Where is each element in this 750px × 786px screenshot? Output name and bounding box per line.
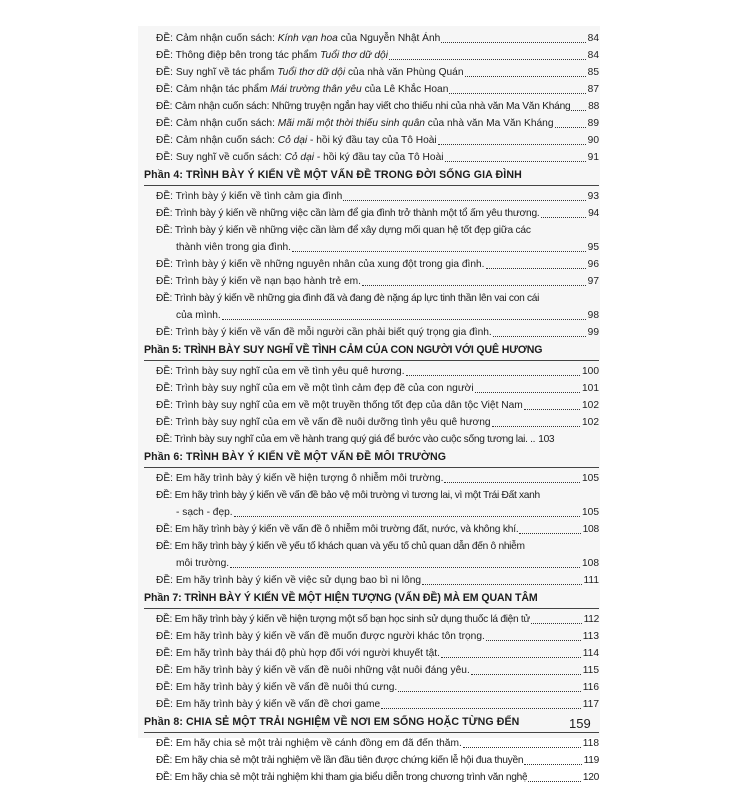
toc-page-number: 119 [583,755,599,766]
section-divider [144,360,599,361]
toc-page-number: 116 [582,682,599,693]
toc-entry-text: ĐỀ: Cảm nhận cuốn sách: [156,135,278,146]
toc-page-number: 120 [582,772,599,783]
section-title: TRÌNH BÀY Ý KIẾN VỀ MỘT VẤN ĐỀ TRONG ĐỜI SỐNG GIA ĐÌNH [186,169,522,181]
toc-entry-title: Tuổi thơ dữ dội [320,50,388,61]
toc-entry-text: - hồi ký đầu tay của Tô Hoài [307,135,437,146]
toc-entry [144,679,599,696]
toc-page-number: 101 [582,383,599,394]
toc-page-number: 117 [582,699,599,710]
section-divider [144,608,599,609]
toc-entry-text: ĐỀ: Em hãy trình bày ý kiến về vấn đề ô nhiễm môi trường đất, nước, và không khí. [156,524,519,535]
toc-entry-text: ĐỀ: Trình bày ý kiến về nạn bạo hành trẻ em. [156,276,361,287]
toc-entry [144,324,599,341]
toc-entry-text: ĐỀ: Cảm nhận cuốn sách: [156,33,278,44]
toc-page-number: 84 [587,50,599,61]
toc-entry-title: Mãi mãi một thời thiếu sinh quân [277,118,425,129]
toc-page-number: 105 [582,507,599,518]
toc-entry [144,30,599,47]
toc-entry-text: ĐỀ: Trình bày ý kiến về những việc cần làm để gia đình trở thành một tổ ấm yêu thương. [156,208,540,219]
toc-page-number: 111 [583,575,599,586]
toc-entry-text: ĐỀ: Em hãy trình bày thái độ phù hợp đối với người khuyết tật. [156,648,440,659]
toc-page-number: 114 [582,648,599,659]
toc-entry-text: - sạch - đẹp. [176,507,233,518]
section-divider [144,732,599,733]
toc-entry-text: ĐỀ: Em hãy trình bày ý kiến về hiện tượng ô nhiễm môi trường. [156,473,444,484]
toc-entry [144,256,599,273]
toc-entry-continued [144,555,599,572]
toc-entry-text: ĐỀ: Em hãy chia sẻ một trải nghiệm về lần đầu tiên được chứng kiến lễ hội đua thuyền [156,755,524,766]
toc-page-number: 87 [587,84,599,95]
toc-entry-text: ĐỀ: Cảm nhận cuốn sách: [156,118,278,129]
toc-entry-line: ĐỀ: Trình bày ý kiến về những việc cần làm để xây dựng mối quan hệ tốt đẹp giữa các [156,225,531,236]
toc-entry [144,645,599,662]
toc-entry-text: ĐỀ: Trình bày suy nghĩ của em về hành trang quý giá để bước vào cuộc sống tương lai. .. [156,434,536,445]
toc-entry-title: Tuổi thơ dữ dội [277,67,346,78]
toc-entry-title: Cỏ dại [284,152,315,163]
toc-entry-title: Mái trường thân yêu [270,84,362,95]
toc-entry-text: môi trường. [176,558,230,569]
table-of-contents [144,30,599,786]
toc-entry [144,470,599,487]
toc-entry-text: ĐỀ: Cảm nhận cuốn sách: Những truyện ngắn hay viết cho thiếu nhi của nhà văn Ma Văn Kháng [156,101,571,112]
toc-entry [144,47,599,64]
toc-entry [144,414,599,431]
toc-entry-line: ĐỀ: Trình bày ý kiến về những gia đình đã và đang đè nặng áp lực tinh thần lên vai con cái [156,293,540,304]
page-number: 159 [569,716,591,731]
toc-page-number: 89 [587,118,599,129]
section-divider [144,467,599,468]
toc-entry-continued [144,504,599,521]
toc-entry-text: - hồi ký đầu tay của Tô Hoài [314,152,444,163]
section-heading-part-7 [144,589,599,607]
toc-page-number: 84 [587,33,599,44]
toc-page-number: 102 [582,417,599,428]
toc-entry-text: của nhà văn Ma Văn Kháng [424,118,554,129]
toc-entry [144,397,599,414]
toc-page-number: 102 [582,400,599,411]
toc-entry-line: ĐỀ: Em hãy trình bày ý kiến về vấn đề bảo vệ môi trường vì tương lai, vì một Trái Đất xanh [156,490,540,501]
toc-entry [144,735,599,752]
toc-entry-text: thành viên trong gia đình. [176,242,291,253]
section-label: Phần 6: [144,451,187,463]
toc-entry [144,149,599,166]
toc-entry-text: ĐỀ: Em hãy trình bày ý kiến về vấn đề nuôi những vật nuôi đáng yêu. [156,665,470,676]
toc-entry-text: ĐỀ: Em hãy chia sẻ một trải nghiệm về cánh đồng em đã đến thăm. [156,738,462,749]
toc-entry-text: ĐỀ: Em hãy trình bày ý kiến về vấn đề chơi game [156,699,381,710]
toc-page-number: 108 [582,524,599,535]
toc-page-number: 96 [587,259,599,270]
toc-entry-text: ĐỀ: Trình bày suy nghĩ của em về tình yêu quê hương. [156,366,405,377]
toc-entry-text: ĐỀ: Trình bày ý kiến về vấn đề mỗi người cần phải biết quý trọng gia đình. [156,327,492,338]
toc-entry [144,132,599,149]
toc-entry-text: ĐỀ: Thông điệp bên trong tác phẩm [156,50,321,61]
toc-page-number: 90 [587,135,599,146]
toc-entry-text: ĐỀ: Em hãy trình bày ý kiến về vấn đề nuôi thú cưng. [156,682,398,693]
toc-page-number: 97 [587,276,599,287]
section-label: Phần 4: [144,169,187,181]
toc-entry-text: ĐỀ: Em hãy trình bày ý kiến về việc sử dụng bao bì ni lông [156,575,422,586]
toc-entry [144,572,599,589]
toc-entry-continued [144,307,599,324]
toc-page-number: 94 [588,208,599,219]
toc-entry [144,752,599,769]
toc-page-number: 115 [582,665,599,676]
section-heading-part-6 [144,448,599,466]
toc-page-number: 99 [587,327,599,338]
toc-entry-text: ĐỀ: Trình bày ý kiến về những nguyên nhân của xung đột trong gia đình. [156,259,485,270]
section-heading-part-4 [144,166,599,184]
toc-entry-text: của Nguyễn Nhật Ánh [337,33,441,44]
toc-entry [144,611,599,628]
toc-page-number: 93 [587,191,599,202]
section-title: TRÌNH BÀY Ý KIẾN VỀ MỘT VẤN ĐỀ MÔI TRƯỜNG [186,451,447,463]
toc-entry-text: ĐỀ: Trình bày suy nghĩ của em về một tình cảm đẹp đẽ của con người [156,383,474,394]
toc-entry-text: ĐỀ: Suy nghĩ về tác phẩm [156,67,278,78]
toc-page-number: 95 [587,242,599,253]
toc-entry-text: ĐỀ: Em hãy trình bày ý kiến về vấn đề muốn được người khác tôn trọng. [156,631,485,642]
section-heading-part-8 [144,713,599,731]
toc-page-number: 113 [582,631,599,642]
toc-entry [144,696,599,713]
toc-entry-text: ĐỀ: Em hãy trình bày ý kiến về hiện tượng một số bạn học sinh sử dụng thuốc lá điện tử [156,614,530,625]
section-label: Phần 7: [144,592,185,604]
toc-entry-text: của nhà văn Phùng Quán [345,67,464,78]
toc-entry [144,81,599,98]
toc-page-number: 103 [538,434,555,445]
toc-page-number: 98 [587,310,599,321]
toc-entry [144,662,599,679]
toc-entry-text: của Lê Khắc Hoan [361,84,449,95]
toc-entry [144,64,599,81]
toc-entry [144,188,599,205]
toc-entry-continued [144,239,599,256]
toc-entry [144,380,599,397]
toc-entry [144,628,599,645]
toc-entry [144,115,599,132]
toc-entry-text: ĐỀ: Cảm nhận tác phẩm [156,84,271,95]
toc-page-number: 105 [582,473,599,484]
toc-entry-title: Kính vạn hoa [277,33,338,44]
toc-entry [144,521,599,538]
toc-page-number: 118 [582,738,599,749]
toc-page-number: 108 [582,558,599,569]
toc-entry [144,431,599,448]
section-title: CHIA SẺ MỘT TRẢI NGHIỆM VỀ NƠI EM SỐNG HOẶC TỪNG ĐẾN [186,716,520,728]
toc-page-number: 91 [587,152,599,163]
section-title: TRÌNH BÀY SUY NGHĨ VỀ TÌNH CẢM CỦA CON NGƯỜI VỚI QUÊ HƯƠNG [184,344,543,356]
section-divider [144,185,599,186]
toc-entry-text: ĐỀ: Suy nghĩ về cuốn sách: [156,152,285,163]
toc-entry-text: của mình. [176,310,221,321]
toc-entry [144,273,599,290]
toc-page-number: 100 [582,366,599,377]
toc-entry [144,205,599,222]
section-label: Phần 5: [144,344,185,356]
toc-entry-text: ĐỀ: Trình bày ý kiến về tình cảm gia đình [156,191,343,202]
toc-entry-text: ĐỀ: Trình bày suy nghĩ của em về vấn đề nuôi dưỡng tình yêu quê hương [156,417,491,428]
toc-entry-text: ĐỀ: Trình bày suy nghĩ của em về một truyền thống tốt đẹp của dân tộc Việt Nam [156,400,523,411]
toc-entry-title: Cỏ dại [277,135,308,146]
section-heading-part-5 [144,341,599,359]
toc-entry [144,769,599,786]
toc-entry [144,98,599,115]
toc-page-number: 112 [583,614,599,625]
toc-entry-text: ĐỀ: Em hãy chia sẻ một trải nghiệm khi tham gia biểu diễn trong chương trình văn nghệ [156,772,528,783]
toc-page-number: 85 [587,67,599,78]
toc-entry [144,363,599,380]
section-title: TRÌNH BÀY Ý KIẾN VỀ MỘT HIỆN TƯỢNG (VẤN ĐỀ) MÀ EM QUAN TÂM [184,592,538,604]
section-label: Phần 8: [144,716,187,728]
toc-page-number: 88 [588,101,599,112]
toc-entry-line: ĐỀ: Em hãy trình bày ý kiến về yếu tố khách quan và yếu tố chủ quan dẫn đến ô nhiễm [156,541,525,552]
